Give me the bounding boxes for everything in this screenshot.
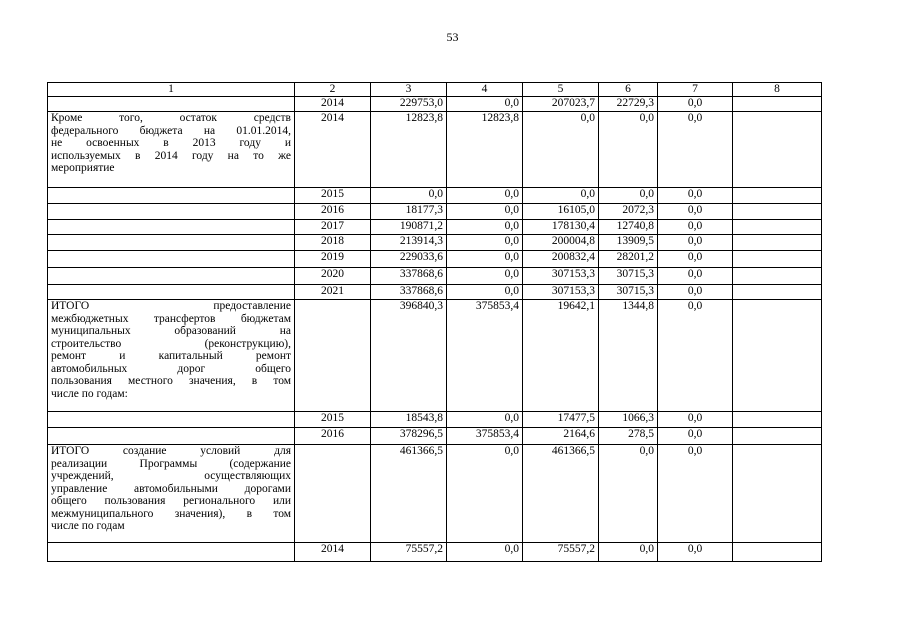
description-line: ремонт и капитальный ремонт <box>51 350 291 362</box>
value-cell-col7: 0,0 <box>658 428 733 445</box>
table-row <box>48 97 822 112</box>
year-cell: 2018 <box>295 235 371 251</box>
value-cell-col8 <box>733 235 822 251</box>
year-cell <box>295 300 371 412</box>
description-line: числе по годам <box>51 520 125 532</box>
value-cell-col6: 0,0 <box>599 112 658 188</box>
description-line: муниципальных образований на <box>51 325 291 337</box>
table-row <box>48 428 822 445</box>
value-cell-col8 <box>733 251 822 268</box>
value-cell-col7: 0,0 <box>658 285 733 300</box>
value-cell-col3: 378296,5 <box>371 428 447 445</box>
year-cell: 2016 <box>295 428 371 445</box>
value-cell-col3: 337868,6 <box>371 268 447 285</box>
table-row <box>48 112 822 188</box>
year-cell: 2015 <box>295 188 371 204</box>
value-cell-col5: 75557,2 <box>523 543 599 562</box>
value-cell-col6: 2072,3 <box>599 204 658 220</box>
value-cell-col7: 0,0 <box>658 188 733 204</box>
value-cell-col6: 278,5 <box>599 428 658 445</box>
row-description <box>48 300 295 412</box>
value-cell-col4: 0,0 <box>447 235 523 251</box>
value-cell-col4: 0,0 <box>447 445 523 543</box>
value-cell-col7: 0,0 <box>658 112 733 188</box>
table-row <box>48 204 822 220</box>
row-description <box>48 204 295 220</box>
description-line: межбюджетных трансфертов бюджетам <box>51 312 291 325</box>
description-line: строительство (реконструкцию), <box>51 337 291 350</box>
value-cell-col3: 0,0 <box>371 188 447 204</box>
value-cell-col7: 0,0 <box>658 268 733 285</box>
value-cell-col8 <box>733 204 822 220</box>
value-cell-col3: 12823,8 <box>371 112 447 188</box>
value-cell-col8 <box>733 428 822 445</box>
table-row <box>48 445 822 543</box>
value-cell-col4: 0,0 <box>447 268 523 285</box>
year-cell: 2020 <box>295 268 371 285</box>
description-line: не освоенных в 2013 году и <box>51 137 291 149</box>
description-line: управление автомобильными дорогами <box>51 482 291 495</box>
header-cell: 3 <box>371 83 447 97</box>
value-cell-col8 <box>733 268 822 285</box>
description-line: автомобильных дорог общего <box>51 362 291 375</box>
value-cell-col6: 12740,8 <box>599 220 658 235</box>
description-line: Кроме того, остаток средств <box>51 112 291 124</box>
year-cell: 2014 <box>295 112 371 188</box>
value-cell-col6: 30715,3 <box>599 285 658 300</box>
description-line: числе по годам: <box>51 387 128 400</box>
value-cell-col5: 2164,6 <box>523 428 599 445</box>
row-description <box>48 285 295 300</box>
value-cell-col7: 0,0 <box>658 251 733 268</box>
year-cell <box>295 445 371 543</box>
value-cell-col3: 229753,0 <box>371 97 447 112</box>
table-row <box>48 235 822 251</box>
value-cell-col7: 0,0 <box>658 300 733 412</box>
value-cell-col3: 18177,3 <box>371 204 447 220</box>
value-cell-col5: 200832,4 <box>523 251 599 268</box>
row-description <box>48 220 295 235</box>
value-cell-col4: 0,0 <box>447 188 523 204</box>
table-row <box>48 220 822 235</box>
value-cell-col5: 207023,7 <box>523 97 599 112</box>
value-cell-col4: 0,0 <box>447 251 523 268</box>
value-cell-col6: 28201,2 <box>599 251 658 268</box>
value-cell-col5: 200004,8 <box>523 235 599 251</box>
value-cell-col7: 0,0 <box>658 204 733 220</box>
value-cell-col6: 13909,5 <box>599 235 658 251</box>
value-cell-col5: 16105,0 <box>523 204 599 220</box>
value-cell-col5: 178130,4 <box>523 220 599 235</box>
row-description <box>48 543 295 562</box>
row-description <box>48 412 295 428</box>
description-line: пользования местного значения, в том <box>51 375 291 387</box>
table-row <box>48 543 822 562</box>
row-description <box>48 97 295 112</box>
value-cell-col3: 75557,2 <box>371 543 447 562</box>
value-cell-col7: 0,0 <box>658 445 733 543</box>
table-row <box>48 285 822 300</box>
value-cell-col5: 0,0 <box>523 112 599 188</box>
value-cell-col6: 0,0 <box>599 445 658 543</box>
value-cell-col5: 461366,5 <box>523 445 599 543</box>
description-line: ИТОГО предоставление <box>51 300 291 312</box>
value-cell-col6: 0,0 <box>599 188 658 204</box>
value-cell-col5: 17477,5 <box>523 412 599 428</box>
value-cell-col6: 22729,3 <box>599 97 658 112</box>
row-description <box>48 235 295 251</box>
description-line: межмуниципального значения), в том <box>51 507 291 520</box>
value-cell-col3: 213914,3 <box>371 235 447 251</box>
value-cell-col3: 18543,8 <box>371 412 447 428</box>
value-cell-col7: 0,0 <box>658 543 733 562</box>
value-cell-col8 <box>733 445 822 543</box>
value-cell-col7: 0,0 <box>658 235 733 251</box>
header-cell: 6 <box>599 83 658 97</box>
value-cell-col4: 0,0 <box>447 220 523 235</box>
value-cell-col4: 12823,8 <box>447 112 523 188</box>
header-cell: 2 <box>295 83 371 97</box>
value-cell-col7: 0,0 <box>658 220 733 235</box>
value-cell-col3: 337868,6 <box>371 285 447 300</box>
table-row <box>48 412 822 428</box>
value-cell-col3: 229033,6 <box>371 251 447 268</box>
row-description <box>48 428 295 445</box>
value-cell-col5: 19642,1 <box>523 300 599 412</box>
table-row <box>48 268 822 285</box>
budget-table <box>47 82 822 562</box>
value-cell-col8 <box>733 97 822 112</box>
page-number: 53 <box>446 30 459 44</box>
row-description <box>48 188 295 204</box>
row-description <box>48 445 295 543</box>
year-cell: 2016 <box>295 204 371 220</box>
header-cell: 7 <box>658 83 733 97</box>
description-line: реализации Программы (содержание <box>51 457 291 470</box>
row-description <box>48 112 295 188</box>
description-line: ИТОГО создание условий для <box>51 445 291 457</box>
value-cell-col5: 0,0 <box>523 188 599 204</box>
value-cell-col4: 0,0 <box>447 543 523 562</box>
year-cell: 2014 <box>295 543 371 562</box>
value-cell-col8 <box>733 112 822 188</box>
value-cell-col8 <box>733 188 822 204</box>
value-cell-col6: 1066,3 <box>599 412 658 428</box>
value-cell-col4: 0,0 <box>447 204 523 220</box>
value-cell-col4: 375853,4 <box>447 300 523 412</box>
value-cell-col6: 0,0 <box>599 543 658 562</box>
value-cell-col6: 1344,8 <box>599 300 658 412</box>
year-cell: 2014 <box>295 97 371 112</box>
value-cell-col5: 307153,3 <box>523 285 599 300</box>
row-description <box>48 251 295 268</box>
table-row <box>48 300 822 412</box>
description-line: используемых в 2014 году на то же <box>51 149 291 162</box>
value-cell-col5: 307153,3 <box>523 268 599 285</box>
header-cell: 1 <box>48 83 295 97</box>
value-cell-col7: 0,0 <box>658 412 733 428</box>
value-cell-col8 <box>733 412 822 428</box>
value-cell-col3: 190871,2 <box>371 220 447 235</box>
value-cell-col3: 396840,3 <box>371 300 447 412</box>
value-cell-col8 <box>733 220 822 235</box>
year-cell: 2021 <box>295 285 371 300</box>
value-cell-col8 <box>733 300 822 412</box>
value-cell-col6: 30715,3 <box>599 268 658 285</box>
value-cell-col7: 0,0 <box>658 97 733 112</box>
value-cell-col4: 0,0 <box>447 285 523 300</box>
year-cell: 2017 <box>295 220 371 235</box>
value-cell-col4: 375853,4 <box>447 428 523 445</box>
description-line: общего пользования регионального или <box>51 495 291 507</box>
value-cell-col3: 461366,5 <box>371 445 447 543</box>
table-row <box>48 188 822 204</box>
year-cell: 2019 <box>295 251 371 268</box>
value-cell-col8 <box>733 543 822 562</box>
description-line: мероприятие <box>51 162 115 174</box>
description-line: федерального бюджета на 01.01.2014, <box>51 124 291 137</box>
value-cell-col4: 0,0 <box>447 97 523 112</box>
value-cell-col4: 0,0 <box>447 412 523 428</box>
year-cell: 2015 <box>295 412 371 428</box>
header-row <box>48 83 822 97</box>
header-cell: 4 <box>447 83 523 97</box>
table-row <box>48 251 822 268</box>
description-line: учреждений, осуществляющих <box>51 470 291 482</box>
header-cell: 5 <box>523 83 599 97</box>
row-description <box>48 268 295 285</box>
header-cell: 8 <box>733 83 822 97</box>
value-cell-col8 <box>733 285 822 300</box>
